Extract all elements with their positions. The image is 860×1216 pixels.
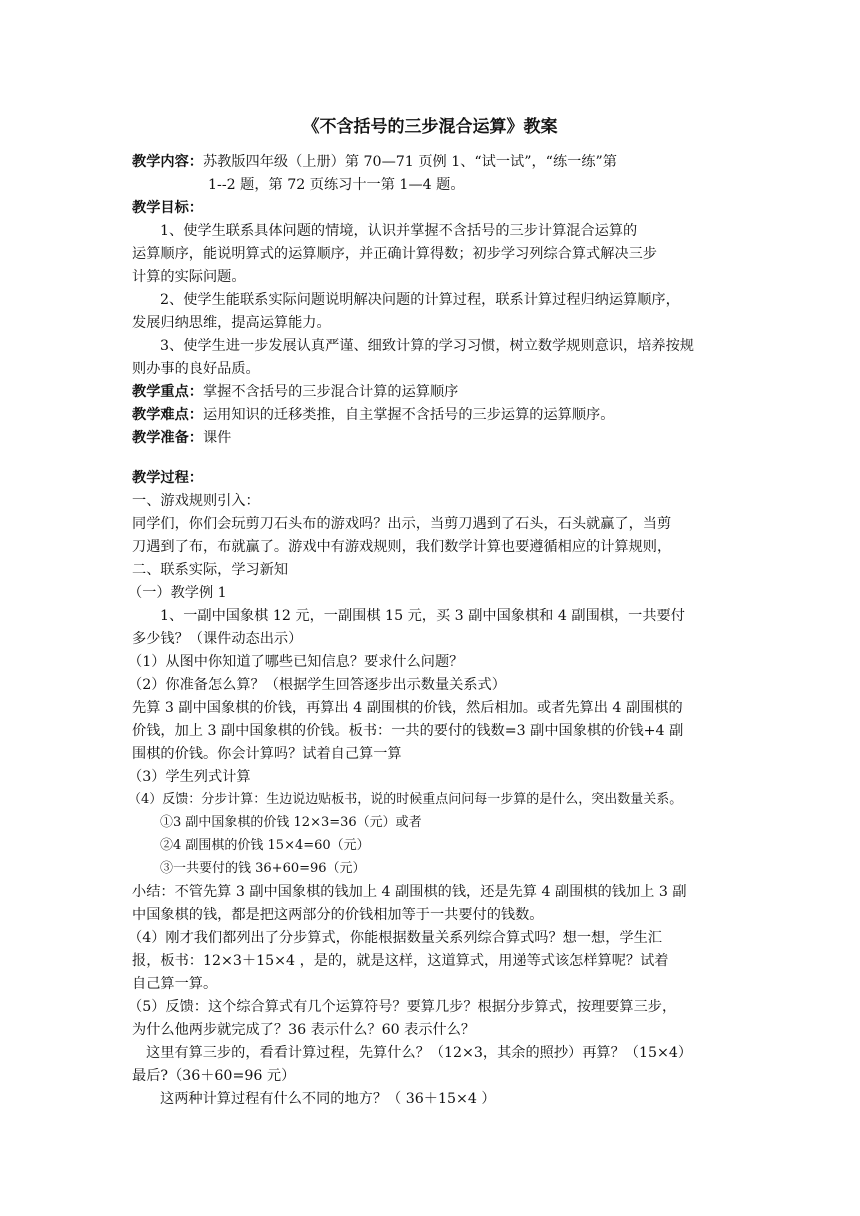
paragraph-3: 这两种计算过程有什么不同的地方？（ 36＋15×4 ） [160,1091,496,1107]
step-2: ②4 副围棋的价钱 15×4=60（元） [160,838,370,853]
section-2-heading: 二、联系实际，学习新知 [132,562,289,578]
paragraph-1-line-2: 价钱，加上 3 副中国象棋的价钱。板书：一共的要付的钱数=3 副中国象棋的价钱+4 副 [132,723,684,739]
difficulty-line [132,404,614,426]
goal-3-line-2: 则办事的良好品质。 [132,361,260,377]
preparation-label: 教学准备： [132,430,203,446]
question-4b-line-2: 报，板书：12×3＋15×4 ，是的，就是这样，这道算式，用递等式该怎样算呢？试着 [132,953,669,969]
key-point-text: 掌握不含括号的三步混合计算的运算顺序 [202,384,459,400]
content-label: 教学内容： [132,154,203,170]
example-1-line-1: 1、一副中国象棋 12 元，一副围棋 15 元，买 3 副中国象棋和 4 副围棋，一共要付 [160,608,685,624]
goal-3-line-1: 3、使学生进一步发展认真严谨、细致计算的学习习惯，树立数学规则意识，培养按规 [160,338,694,354]
paragraph-2-line-1: 这里有算三步的，看看计算过程，先算什么？（12×3，其余的照抄）再算？（15×4） [146,1045,693,1061]
document-title: 《不含括号的三步混合运算》教案 [302,117,558,137]
goal-1-line-2: 运算顺序，能说明算式的运算顺序，并正确计算得数；初步学习列综合算式解决三步 [132,246,657,262]
section-1-line-2: 刀遇到了布，布就赢了。游戏中有游戏规则，我们数学计算也要遵循相应的计算规则， [132,539,672,555]
preparation-text: 课件 [202,430,232,446]
goal-1-line-1: 1、使学生联系具体问题的情境，认识并掌握不含括号的三步计算混合运算的 [160,223,638,239]
question-1: （1）从图中你知道了哪些已知信息？要求什么问题？ [128,654,464,670]
goal-2-line-2: 发展归纳思维，提高运算能力。 [132,315,331,331]
content-line-2: 1--2 题，第 72 页练习十一第 1—4 题。 [208,177,465,193]
preparation-line [132,427,231,449]
process-label: 教学过程： [132,470,203,486]
paragraph-1-line-1: 先算 3 副中国象棋的价钱，再算出 4 副围棋的价钱，然后相加。或者先算出 4 副围棋的 [132,700,683,716]
example-1-line-2: 多少钱？（课件动态出示） [132,631,303,647]
goal-2-line-1: 2、使学生能联系实际问题说明解决问题的计算过程，联系计算过程归纳运算顺序， [160,292,680,308]
question-4-feedback: （4）反馈：分步计算：生边说边贴板书，说的时候重点问问每一步算的是什么，突出数量关系。 [128,792,683,807]
paragraph-2-line-2: 最后?（36＋60=96 元） [132,1068,296,1084]
goal-1-line-3: 计算的实际问题。 [132,269,246,285]
question-4b-line-3: 自己算一算。 [132,976,218,992]
summary-line-2: 中国象棋的钱，都是把这两部分的价钱相加等于一共要付的钱数。 [132,907,544,923]
step-3: ③一共要付的钱 36+60=96（元） [160,861,366,876]
key-point-label: 教学重点： [132,384,203,400]
paragraph-1-line-3: 围棋的价钱。你会计算吗？试着自己算一算 [132,746,402,762]
summary-line-1: 小结：不管先算 3 副中国象棋的钱加上 4 副围棋的钱，还是先算 4 副围棋的钱加上 3 副 [132,884,687,900]
content-line [132,151,617,173]
key-point-line [132,381,458,403]
question-4b-line-1: （4）刚才我们都列出了分步算式，你能根据数量关系列综合算式吗？想一想，学生汇 [128,930,662,946]
section-1-heading: 一、游戏规则引入： [132,493,260,509]
example-1-heading: （一）教学例 1 [128,585,227,601]
difficulty-text: 运用知识的迁移类推，自主掌握不含括号的三步运算的运算顺序。 [202,407,615,423]
goals-label: 教学目标： [132,200,203,216]
question-5-line-1: （5）反馈：这个综合算式有几个运算符号？要算几步？根据分步算式，按理要算三步， [128,999,677,1015]
difficulty-label: 教学难点： [132,407,203,423]
content-text: 苏教版四年级（上册）第 70—71 页例 1、“试一试”，“练一练”第 [202,154,617,170]
step-1: ①3 副中国象棋的价钱 12×3=36（元）或者 [160,815,422,830]
question-2: （2）你准备怎么算？（根据学生回答逐步出示数量关系式） [128,677,506,693]
question-3: （3）学生列式计算 [128,769,251,785]
section-1-line-1: 同学们，你们会玩剪刀石头布的游戏吗？出示，当剪刀遇到了石头，石头就赢了，当剪 [132,516,672,532]
question-5-line-2: 为什么他两步就完成了？36 表示什么？60 表示什么？ [132,1022,476,1038]
